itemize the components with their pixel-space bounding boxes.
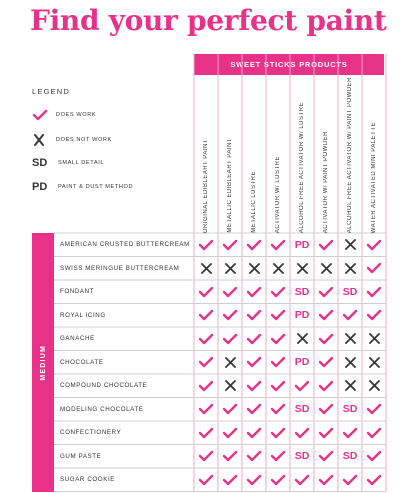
code-label: SD (342, 403, 358, 416)
legend-label: DOES NOT WORK (56, 137, 112, 143)
column-header (362, 78, 386, 233)
check-icon (362, 233, 386, 257)
check-icon (242, 398, 266, 422)
row-label: SWISS MERINGUE BUTTERCREAM (60, 264, 180, 272)
x-icon (362, 374, 386, 398)
check-icon (266, 421, 290, 445)
code-cell (290, 398, 314, 422)
x-icon (194, 257, 218, 281)
code-cell (290, 233, 314, 257)
legend-symbol-sd: SD (32, 157, 48, 169)
row-label: ROYAL ICING (60, 311, 106, 319)
check-icon (290, 374, 314, 398)
check-icon (242, 351, 266, 375)
x-icon (242, 257, 266, 281)
check-icon (242, 468, 266, 492)
row-label: MODELING CHOCOLATE (60, 405, 144, 413)
check-icon (242, 280, 266, 304)
code-label: SD (342, 285, 358, 298)
column-header-label: ALCOHOL FREE ACTIVATOR W/ LUSTRE (299, 101, 305, 233)
medium-label-text: MEDIUM (39, 344, 47, 381)
check-icon (218, 398, 242, 422)
x-icon (218, 374, 242, 398)
check-icon (362, 468, 386, 492)
check-icon (194, 421, 218, 445)
check-icon (266, 280, 290, 304)
check-icon (314, 327, 338, 351)
check-icon (32, 108, 52, 122)
x-icon (338, 257, 362, 281)
legend-item-paint-dust (32, 180, 133, 194)
code-label: SD (294, 450, 310, 463)
x-icon (338, 233, 362, 257)
row-label: GUM PASTE (60, 452, 102, 460)
check-icon (266, 327, 290, 351)
code-cell (290, 304, 314, 328)
column-header (266, 78, 290, 233)
code-cell (290, 445, 314, 469)
check-icon (194, 445, 218, 469)
check-icon (362, 280, 386, 304)
row-label: GANACHE (60, 335, 95, 343)
legend-item-does-not-work (32, 133, 112, 147)
check-icon (194, 280, 218, 304)
x-icon (218, 351, 242, 375)
column-header-label: WATER ACTIVATED MINI PALETTE (371, 121, 377, 233)
check-icon (266, 351, 290, 375)
row-label: AMERICAN CRUSTED BUTTERCREAM (60, 241, 190, 249)
check-icon (314, 374, 338, 398)
check-icon (266, 374, 290, 398)
row-label: FONDANT (60, 288, 95, 296)
check-icon (314, 304, 338, 328)
check-icon (338, 468, 362, 492)
x-icon (32, 133, 52, 147)
x-icon (338, 327, 362, 351)
check-icon (218, 233, 242, 257)
check-icon (314, 351, 338, 375)
code-label: SD (294, 285, 310, 298)
x-icon (362, 327, 386, 351)
check-icon (194, 233, 218, 257)
column-header-label: ORIGINAL EDIBLEART PAINT (203, 138, 209, 233)
check-icon (242, 233, 266, 257)
check-icon (218, 327, 242, 351)
check-icon (290, 468, 314, 492)
check-icon (338, 421, 362, 445)
x-icon (266, 257, 290, 281)
legend-label: PAINT & DUST METHOD (58, 184, 134, 190)
medium-side-label (32, 233, 54, 492)
check-icon (314, 398, 338, 422)
column-header-label: ALCOHOL FREE ACTIVATOR W/ PAINT POWDER (347, 76, 353, 233)
row-label: CONFECTIONERY (60, 429, 122, 437)
page-title: Find your perfect paint (30, 4, 387, 37)
check-icon (266, 398, 290, 422)
column-header (218, 78, 242, 233)
column-header-label: METALLIC EDIBLEART PAINT (227, 138, 233, 233)
x-icon (218, 257, 242, 281)
legend-label: DOES WORK (56, 112, 97, 118)
legend-label: SMALL DETAIL (58, 160, 105, 166)
check-icon (194, 351, 218, 375)
code-cell (338, 398, 362, 422)
row-label: COMPOUND CHOCOLATE (60, 382, 148, 390)
x-icon (338, 374, 362, 398)
check-icon (314, 280, 338, 304)
column-header (242, 78, 266, 233)
column-header (290, 78, 314, 233)
row-label: CHOCOLATE (60, 358, 104, 366)
check-icon (194, 468, 218, 492)
check-icon (242, 445, 266, 469)
check-icon (194, 374, 218, 398)
check-icon (242, 374, 266, 398)
column-header (314, 78, 338, 233)
check-icon (242, 304, 266, 328)
code-cell (338, 280, 362, 304)
check-icon (290, 421, 314, 445)
column-header-label: METALLIC LUSTRE (251, 171, 257, 233)
check-icon (314, 421, 338, 445)
check-icon (218, 304, 242, 328)
check-icon (218, 280, 242, 304)
legend-symbol-pd: PD (32, 181, 48, 193)
legend-title: LEGEND (32, 87, 71, 96)
code-cell (290, 280, 314, 304)
column-header (194, 78, 218, 233)
legend-item-small-detail (32, 156, 104, 170)
column-header-label: ACTIVATOR W/ LUSTRE (275, 155, 281, 233)
products-banner: SWEET STICKS PRODUCTS (194, 54, 384, 75)
check-icon (362, 421, 386, 445)
legend-item-does-work (32, 108, 96, 122)
check-icon (194, 398, 218, 422)
code-label: PD (294, 238, 310, 251)
column-header (338, 78, 362, 233)
x-icon (314, 257, 338, 281)
check-icon (338, 304, 362, 328)
check-icon (362, 257, 386, 281)
check-icon (266, 233, 290, 257)
check-icon (218, 445, 242, 469)
check-icon (314, 468, 338, 492)
check-icon (266, 468, 290, 492)
check-icon (218, 468, 242, 492)
check-icon (218, 421, 242, 445)
code-label: PD (294, 309, 310, 322)
check-icon (242, 421, 266, 445)
column-header-label: ACTIVATOR W/ PAINT POWDER (323, 130, 329, 233)
code-cell (338, 445, 362, 469)
code-label: PD (294, 356, 310, 369)
x-icon (362, 351, 386, 375)
check-icon (266, 304, 290, 328)
x-icon (290, 257, 314, 281)
check-icon (314, 233, 338, 257)
check-icon (362, 398, 386, 422)
check-icon (266, 445, 290, 469)
check-icon (194, 327, 218, 351)
check-icon (362, 304, 386, 328)
row-label: SUGAR COOKIE (60, 476, 115, 484)
check-icon (242, 327, 266, 351)
code-cell (290, 351, 314, 375)
code-label: SD (294, 403, 310, 416)
code-label: SD (342, 450, 358, 463)
x-icon (290, 327, 314, 351)
x-icon (338, 351, 362, 375)
check-icon (194, 304, 218, 328)
check-icon (362, 445, 386, 469)
check-icon (314, 445, 338, 469)
